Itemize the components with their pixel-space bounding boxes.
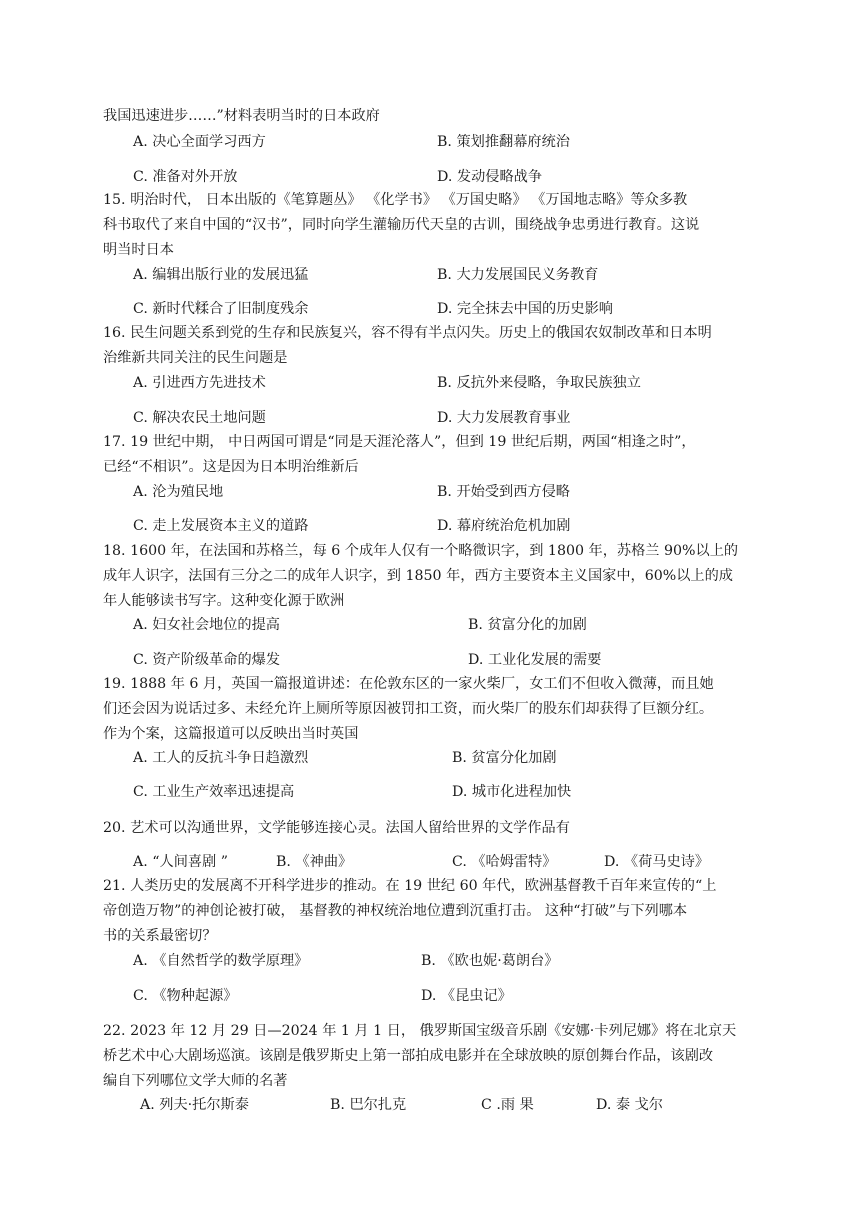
q14-option-d: D. 发动侵略战争 — [437, 169, 543, 185]
q17-stem-line-2: 已经“不相识”。这是因为日本明治维新后 — [103, 459, 359, 475]
q19-stem-line-2: 们还会因为说话过多、未经允许上厕所等原因被罚扣工资，而火柴厂的股东们却获得了巨额分红。 — [103, 701, 714, 717]
q15-stem-line-3: 明当时日本 — [103, 242, 174, 258]
q16-stem-line-2: 治维新共同关注的民生问题是 — [103, 350, 288, 366]
q16-stem-line-1: 16. 民生问题关系到党的生存和民族复兴，容不得有半点闪失。历史上的俄国农奴制改革和日本明 — [103, 325, 712, 341]
q22-option-d: D. 泰 戈尔 — [596, 1097, 663, 1113]
q20-option-a: A. “人间喜剧 ” — [133, 854, 229, 870]
q17-option-a: A. 沦为殖民地 — [133, 484, 224, 500]
q22-stem-line-3: 编自下列哪位文学大师的名著 — [103, 1073, 288, 1089]
q18-option-a: A. 妇女社会地位的提高 — [133, 617, 280, 633]
q16-option-c: C. 解决农民土地问题 — [133, 410, 266, 426]
q19-option-b: B. 贫富分化加剧 — [452, 750, 557, 766]
q21-option-c: C. 《物种起源》 — [133, 988, 238, 1004]
q15-option-b: B. 大力发展国民义务教育 — [437, 267, 599, 283]
q17-stem-line-1: 17. 19 世纪中期， 中日两国可谓是“同是天涯沦落人”，但到 19 世纪后期，两国“相逢之时”， — [103, 434, 696, 450]
q22-option-a: A. 列夫·托尔斯泰 — [140, 1097, 249, 1113]
q18-option-d: D. 工业化发展的需要 — [468, 652, 602, 668]
q20-option-d: D. 《荷马史诗》 — [604, 854, 710, 870]
q19-stem-line-1: 19. 1888 年 6 月，英国一篇报道讲述：在伦敦东区的一家火柴厂，女工们不但收入微薄，而且她 — [103, 676, 714, 692]
q21-stem-line-3: 书的关系最密切？ — [103, 928, 217, 944]
q18-option-c: C. 资产阶级革命的爆发 — [133, 652, 281, 668]
q21-stem-line-1: 21. 人类历史的发展离不开科学进步的推动。在 19 世纪 60 年代，欧洲基督教千百年来宣传的“上 — [103, 878, 717, 894]
q18-stem-line-2: 成年人识字，法国有三分之二的成年人识字，到 1850 年，西方主要资本主义国家中，60%以上的成 — [103, 568, 733, 584]
q20-option-b: B. 《神曲》 — [276, 854, 353, 870]
q14-option-a: A. 决心全面学习西方 — [133, 134, 266, 150]
q17-option-d: D. 幕府统治危机加剧 — [437, 518, 571, 534]
q21-option-a: A. 《自然哲学的数学原理》 — [133, 953, 309, 969]
q22-stem-line-2: 桥艺术中心大剧场巡演。该剧是俄罗斯史上第一部拍成电影并在全球放映的原创舞台作品，该剧改 — [103, 1048, 714, 1064]
q19-option-c: C. 工业生产效率迅速提高 — [133, 784, 295, 800]
q17-option-c: C. 走上发展资本主义的道路 — [133, 518, 309, 534]
q20-stem-line-1: 20. 艺术可以沟通世界，文学能够连接心灵。法国人留给世界的文学作品有 — [103, 820, 570, 836]
q16-option-d: D. 大力发展教育事业 — [437, 410, 571, 426]
q16-option-a: A. 引进西方先进技术 — [133, 375, 266, 391]
q18-stem-line-3: 年人能够读书写字。这种变化源于欧洲 — [103, 593, 345, 609]
q17-option-b: B. 开始受到西方侵略 — [437, 484, 570, 500]
q16-option-b: B. 反抗外来侵略，争取民族独立 — [437, 375, 641, 391]
q15-option-c: C. 新时代糅合了旧制度残余 — [133, 301, 309, 317]
q15-stem-line-1: 15. 明治时代， 日本出版的《笔算题丛》 《化学书》 《万国史略》 《万国地志略》等众多教 — [103, 192, 688, 208]
q20-option-c: C. 《哈姆雷特》 — [452, 854, 557, 870]
q19-option-a: A. 工人的反抗斗争日趋激烈 — [133, 750, 309, 766]
q14-option-b: B. 策划推翻幕府统治 — [437, 134, 570, 150]
q18-stem-line-1: 18. 1600 年，在法国和苏格兰，每 6 个成年人仅有一个略微识字，到 1800 年，苏格兰 90%以上的 — [103, 543, 739, 559]
q21-option-b: B. 《欧也妮·葛朗台》 — [421, 953, 559, 969]
q21-stem-line-2: 帝创造万物”的神创论被打破， 基督教的神权统治地位遭到沉重打击。 这种“打破”与下列哪本 — [103, 903, 688, 919]
q22-option-c: C .雨 果 — [481, 1097, 534, 1113]
q15-option-a: A. 编辑出版行业的发展迅猛 — [133, 267, 309, 283]
q22-option-b: B. 巴尔扎克 — [330, 1097, 407, 1113]
q21-option-d: D. 《昆虫记》 — [421, 988, 512, 1004]
q22-stem-line-1: 22. 2023 年 12 月 29 日—2024 年 1 月 1 日， 俄罗斯国宝级音乐剧《安娜·卡列尼娜》将在北京天 — [103, 1023, 737, 1039]
q19-stem-line-3: 作为个案，这篇报道可以反映出当时英国 — [103, 726, 359, 742]
q14-stem-tail: 我国迅速进步……”材料表明当时的日本政府 — [103, 108, 380, 124]
q15-stem-line-2: 科书取代了来自中国的“汉书”，同时向学生灌输历代天皇的古训，围绕战争忠勇进行教育。这说 — [103, 217, 700, 233]
q18-option-b: B. 贫富分化的加剧 — [468, 617, 587, 633]
q19-option-d: D. 城市化进程加快 — [452, 784, 572, 800]
q14-option-c: C. 准备对外开放 — [133, 169, 238, 185]
q15-option-d: D. 完全抹去中国的历史影响 — [437, 301, 613, 317]
